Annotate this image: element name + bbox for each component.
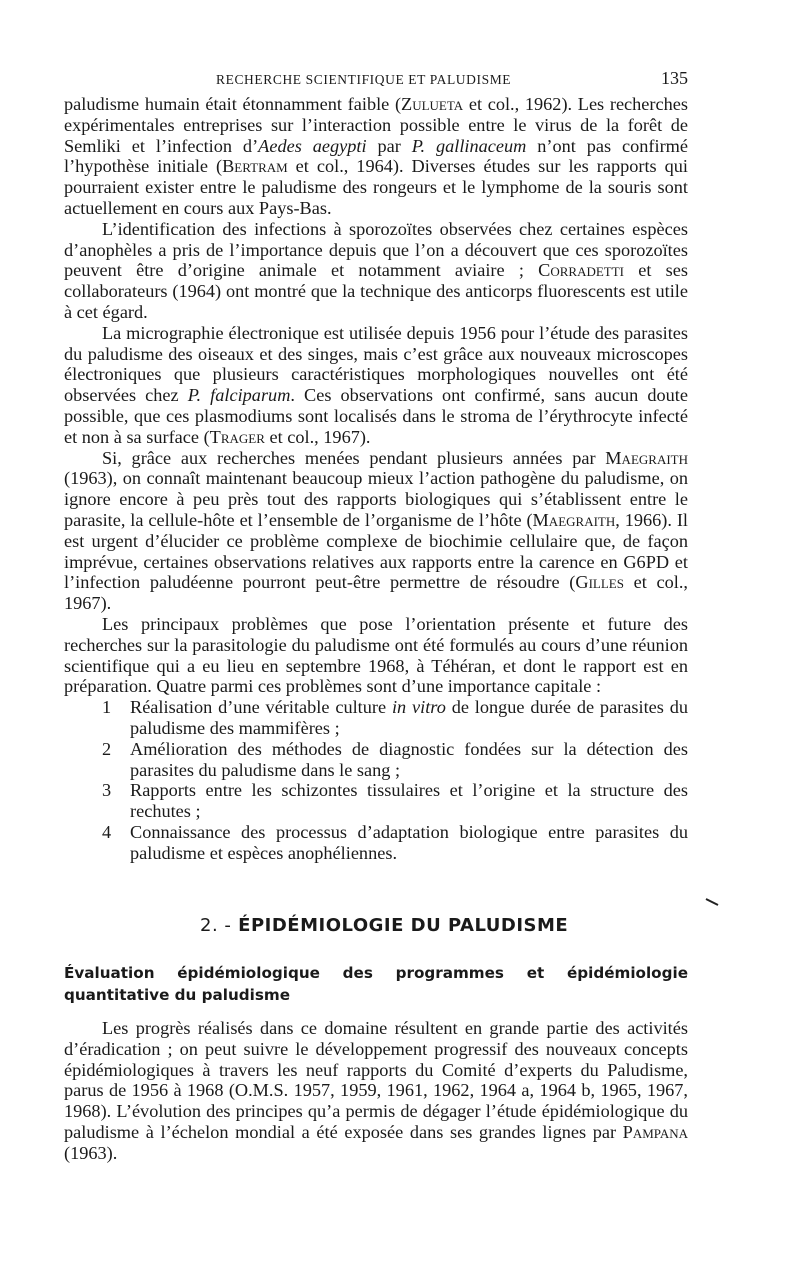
author-name: Trager — [209, 426, 265, 447]
paragraph-6 — [64, 1018, 688, 1164]
text-run: paludisme humain était étonnamment faible ( — [64, 94, 402, 114]
running-title: RECHERCHE SCIENTIFIQUE ET PALUDISME — [216, 72, 512, 87]
author-name: Bertram — [222, 156, 288, 177]
text-run: . Ces observations ont confirmé, sans aucun doute possible, que ces plasmodiums sont localisés dans le stroma de l’érythrocyte infecté et non à sa surface ( — [64, 385, 688, 447]
author-name: Gilles — [575, 572, 624, 593]
text-run: La micrographie électronique est utilisée depuis 1956 pour l’étude des parasites du paludisme des oiseaux et des singes, mais c’est grâce aux nouveaux microscopes électroniques que plusieurs caractéristiques morphologiques nouvelles ont été observées chez — [64, 322, 688, 406]
section-title: ÉPIDÉMIOLOGIE DU PALUDISME — [238, 915, 569, 936]
text-run: Rapports entre les schizontes tissulaires et l’origine et la structure des rechutes ; — [130, 780, 688, 822]
text-run: , 1966). Il est urgent d’élucider ce problème complexe de biochimie cellulaire que, de façon imprévue, certaines observations relatives aux rapports entre la carence en G6PD et l’infection paludéenne pourront peut-être permettre de résoudre ( — [64, 509, 688, 593]
text-run: Si, grâce aux recherches menées pendant plusieurs années par — [102, 447, 606, 468]
paragraph-5: Les principaux problèmes que pose l’orientation présente et future des recherches sur la parasitologie du paludisme ont été formulés au cours d’une réunion scientifique qui a eu lieu en septembre 1968, à Téhéran, et dont le rapport est en préparation. Quatre parmi ces problèmes sont d’une importance capitale : — [64, 613, 688, 697]
author-name: Maegraith — [532, 509, 616, 530]
ink-mark-icon — [705, 898, 719, 906]
list-number: 2 — [102, 738, 112, 759]
list-item — [64, 822, 688, 864]
problem-list — [64, 697, 688, 863]
author-name: Pampana — [622, 1121, 688, 1142]
text-run: L’identification des infections à sporozoïtes observées chez certaines espèces d’anophèles a pris de l’importance depuis que l’on a découvert que ces sporozoïtes peuvent être d’origine animale et notamment aviaire ; — [64, 218, 688, 281]
list-number: 3 — [102, 780, 112, 801]
paragraph-2 — [64, 219, 688, 323]
subsection-heading: Évaluation épidémiologique des programmes et épidémiologie quantitative du paludisme — [64, 964, 688, 1004]
text-run: Amélioration des méthodes de diagnostic fondées sur la détection des parasites du paludisme dans le sang ; — [130, 738, 688, 780]
text-run: et col., 1962). Les recherches expérimentales entreprises sur l’interaction possible entre le virus de la forêt de Semliki et l’infection d’ — [64, 94, 688, 156]
italic-term: in vitro — [391, 697, 446, 718]
text-run: et col., 1967). — [64, 572, 688, 614]
list-item — [64, 697, 688, 739]
author-name: Maegraith — [605, 447, 688, 468]
paragraph-4 — [64, 448, 688, 614]
running-header — [64, 60, 688, 94]
paragraph-1 — [64, 94, 688, 219]
text-run: par — [366, 135, 412, 156]
page-number: 135 — [661, 68, 688, 88]
text-run: de longue durée de parasites du paludisme des mammifères ; — [130, 697, 689, 738]
author-name: Zulueta — [401, 94, 464, 114]
species-name: P. gallinaceum — [411, 135, 527, 156]
section-heading — [200, 915, 568, 936]
text-run: et col., 1964). Diverses études sur les rapports qui pourraient exister entre le paludisme des rongeurs et le lymphome de la souris sont actuellement en cours aux Pays-Bas. — [64, 156, 688, 218]
text-run: (1963), on connaît maintenant beaucoup mieux l’action pathogène du paludisme, on ignore encore à peu près tout des rapports biologiques qui s’établissent entre le parasite, la cellule-hôte et l’ensemble de l’organisme de l’hôte ( — [64, 468, 688, 530]
species-name: P. falciparum — [187, 385, 291, 406]
text-run: Connaissance des processus d’adaptation biologique entre parasites du paludisme et espèces anophéliennes. — [130, 821, 688, 863]
species-name: Aedes aegypti — [258, 135, 367, 156]
author-name: Corradetti — [538, 260, 625, 281]
text-run: Réalisation d’une véritable culture — [130, 697, 392, 718]
list-item — [64, 780, 688, 822]
paragraph-3 — [64, 323, 688, 448]
section-body — [64, 1018, 688, 1164]
page-body — [64, 60, 688, 863]
section-number: 2. - — [200, 915, 232, 936]
text-run: (1963). — [64, 1142, 118, 1163]
list-number: 1 — [102, 697, 112, 718]
text-run: n’ont pas confirmé l’hypothèse initiale ( — [64, 135, 689, 177]
list-item — [64, 739, 688, 781]
text-run: et col., 1967). — [264, 426, 371, 447]
list-number: 4 — [102, 821, 112, 842]
text-run: Les progrès réalisés dans ce domaine résultent en grande partie des activités d’éradication ; on peut suivre le développement progressif des nouveaux concepts épidémiologiques à travers les neuf rapports du Comité d’experts du Paludisme, parus de 1956 à 1968 (O.M.S. 1957, 1959, 1961, 1962, 1964 a, 1964 b, 1965, 1967, 1968). L’évolution des principes qu’a permis de dégager l’étude épidémiologique du paludisme à l’échelon mondial a été exposée dans ses grandes lignes par — [64, 1018, 688, 1142]
text-run: et ses collaborateurs (1964) ont montré que la technique des anticorps fluorescents est utile à cet égard. — [64, 260, 688, 322]
